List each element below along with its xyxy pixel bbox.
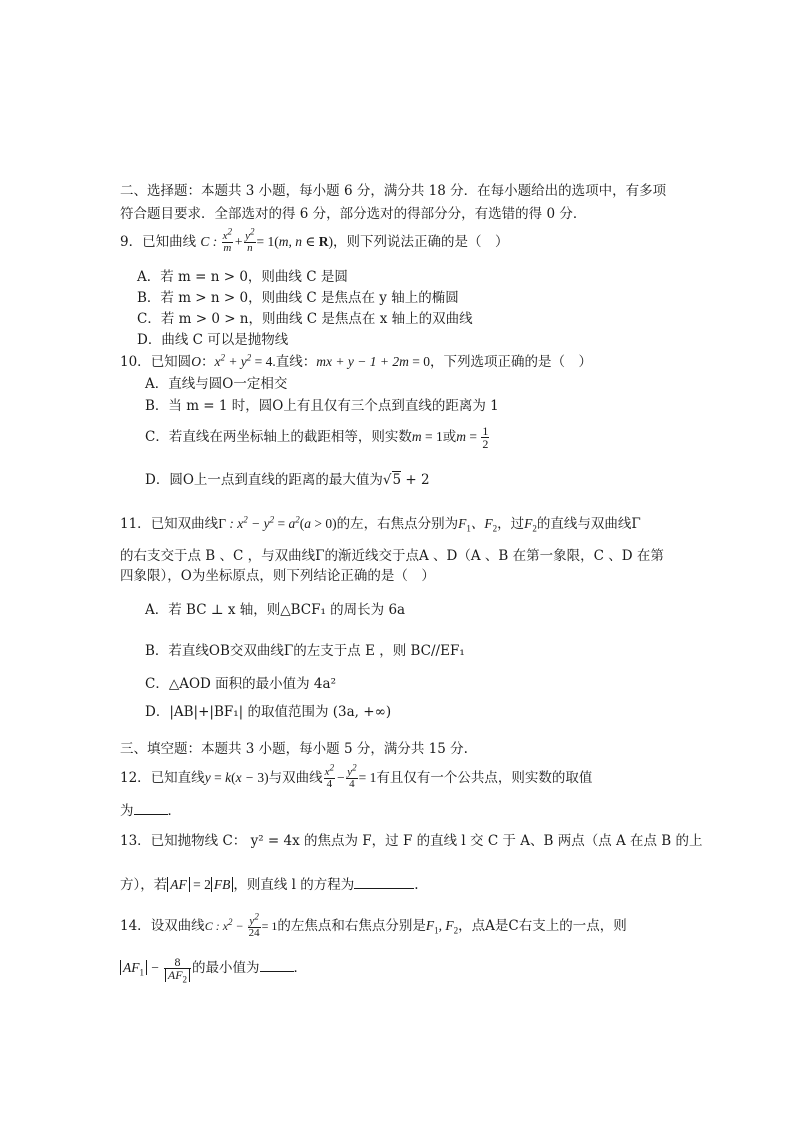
question-13-line2-pre: 方），若 [120,877,168,893]
question-9-option-d: D．曲线 C 可以是抛物线 [137,332,289,348]
question-14-line2-tail: 的最小值为 [192,960,260,976]
question-10-option-d-formula: √5 + 2 [382,472,430,488]
question-10-option-a: A．直线与圆O一定相交 [145,376,288,392]
question-12-answer-blank[interactable] [134,802,168,815]
question-10-number: 10． [120,354,151,370]
question-14-line2 [120,952,307,984]
question-12-line2 [120,802,181,819]
question-14-line1 [120,912,627,940]
question-10-tail: ，下列选项正确的是（ ） [429,354,592,370]
question-12-line-formula: y = k(x − 3) [204,770,269,785]
question-9-formula: C : $\frac{x^2}{m}$ + $\frac{y^2}{n}$ = 1(m, n ∈ R) [200,226,334,255]
question-9-tail: ，则下列说法正确的是（ ） [333,234,509,250]
question-13-end: . [414,877,419,893]
question-11-option-d: D．|AB|+|BF₁| 的取值范围为 (3a, +∞) [145,704,392,720]
question-14-end: ． [293,960,308,976]
question-9-option-a: A．若 m = n > 0，则曲线 C 是圆 [137,269,348,285]
question-11-tail: ，过 [497,516,525,532]
question-14-expression: $AF_1$ − $\frac{8}{AF_2}$ [120,960,192,975]
question-13-line2-mid: ，则直线 l 的方程为 [233,877,355,893]
question-9-option-b: B．若 m > n > 0，则曲线 C 是焦点在 y 轴上的椭圆 [137,290,459,306]
question-13-answer-blank[interactable] [354,876,414,889]
question-12-hyperbola-formula: $\frac{x^2}{4}$ − $\frac{y^2}{4}$ = 1 [324,762,377,791]
question-10-option-c-or: 或 [442,429,457,445]
question-13-condition: AF = 2 FB [167,877,233,892]
question-11-option-a: A．若 BC ⊥ x 轴，则△BCF₁ 的周长为 6a [145,602,406,618]
question-10-option-c-formula1: m = 1 [411,429,443,444]
question-14-tail: ，点A是C右支上的一点，则 [458,918,627,934]
question-13-line2 [120,876,419,893]
question-11-line1 [120,516,641,532]
question-11-lead: 已知双曲线 [150,516,219,532]
question-11-foci: $F_1$、$F_2$ [458,516,498,534]
question-10-option-c-formula2: m = $\frac{1}{2}$ [456,424,489,452]
question-11-formula: Γ : $x^2 - y^2 = a^2(a > 0)$ [218,514,337,531]
question-11-option-c: C．△AOD 面积的最小值为 4a² [145,676,336,692]
question-14-formula: C : $x^2$ − $\frac{y^2}{24}$ = 1 [204,911,278,939]
question-10-option-b: B．当 m = 1 时，圆O上有且仅有三个点到直线的距离为 1 [145,398,499,414]
question-11-end: 的直线与双曲线Γ [536,516,641,532]
question-10-option-c [145,422,490,452]
question-14-mid: 的左焦点和右焦点分别是 [277,918,426,934]
section2-header-line2: 符合题目要求．全部选对的得 6 分，部分选对的得部分分，有选错的得 0 分． [120,206,587,222]
question-10-option-d-text: D．圆O上一点到直线的距离的最大值为 [145,472,383,488]
question-11-option-b: B．若直线OB交双曲线Γ的左支于点 E ，则 BC//EF₁ [145,643,465,659]
question-9-stem [120,226,509,255]
question-10-mid: 直线： [275,354,317,370]
question-12-lead: 已知直线 [150,770,205,786]
question-12-line1 [120,764,592,792]
question-12-tail: 有且仅有一个公共点，则实数的取值 [376,770,593,786]
question-12-end: ． [167,803,181,819]
question-14-foci: $F_1$, $F_2$ [425,918,459,936]
question-12-mid: 与双曲线 [268,770,323,786]
question-10-option-d [145,472,430,488]
question-9-number: 9． [120,234,143,250]
question-11-f2: $F_2$ [524,516,537,534]
question-11-mid: 的左，右焦点分别为 [336,516,459,532]
section3-header: 三、填空题：本题共 3 小题，每小题 5 分，满分共 15 分. [120,741,468,757]
question-9-lead: 已知曲线 [142,234,197,250]
question-10-stem: 10．已知圆O：$x^2 + y^2 = 4$.直线：mx + y − 1 + 2m = 0，下列选项正确的是（ ） [120,352,592,370]
question-13-line1: 13．已知抛物线 C： y² = 4x 的焦点为 F，过 F 的直线 l 交 C 于 A、B 两点（点 A 在点 B 的上 [120,833,703,849]
question-11-number: 11． [120,516,151,532]
question-10-circle-formula: $x^2 + y^2 = 4$. [214,352,276,369]
section2-header-line1: 二、选择题：本题共 3 小题，每小题 6 分，满分共 18 分．在每小题给出的选项中，有多项 [120,183,667,199]
question-14-lead: 设双曲线 [150,918,205,934]
question-14-number: 14． [120,918,151,934]
question-10-lead: 已知圆 [150,354,192,370]
question-10-option-c-text: C．若直线在两坐标轴上的截距相等，则实数 [145,429,412,445]
question-11-line2: 的右支交于点 B 、C ，与双曲线Γ的渐近线交于点A 、D（A 、B 在第一象限，C 、D 在第 [120,548,664,564]
question-9-option-c: C．若 m > 0 > n，则曲线 C 是焦点在 x 轴上的双曲线 [137,311,473,327]
question-12-line2-text: 为 [120,803,134,819]
question-10-circle-eq: O [191,354,201,369]
question-11-line3: 四象限），O为坐标原点，则下列结论正确的是（ ） [120,568,435,584]
question-10-line-formula: mx + y − 1 + 2m = 0 [316,354,430,369]
question-12-number: 12． [120,770,151,786]
question-14-answer-blank[interactable] [260,959,294,972]
